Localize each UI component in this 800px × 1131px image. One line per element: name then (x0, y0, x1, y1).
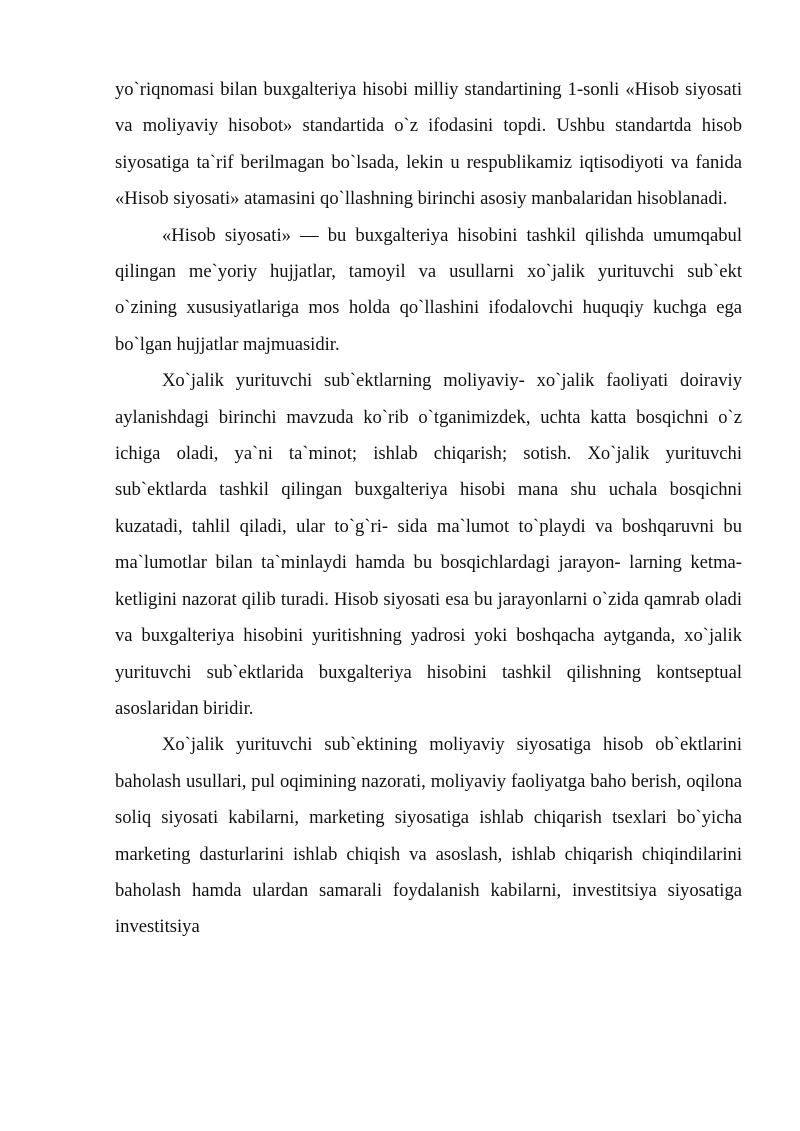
paragraph-business-cycle: Xo`jalik yurituvchi sub`ektlarning moliyaviy- xo`jalik faoliyati doiraviy aylanishdagi birinchi mavzuda ko`rib o`tganimizdek, uchta katta bosqichni o`z ichiga oladi, ya`ni ta`minot; ishlab chiqarish; sotish. Xo`jalik yurituvchi sub`ektlarda tashkil qilingan buxgalteriya hisobi mana shu uchala bosqichni kuzatadi, tahlil qiladi, ular to`g`ri- sida ma`lumot to`playdi va boshqaruvni bu ma`lumotlar bilan ta`minlaydi hamda bu bosqichlardagi jarayon- larning ketma-ketligini nazorat qilib turadi. Hisob siyosati esa bu jarayonlarni o`zida qamrab oladi va buxgalteriya hisobini yuritishning yadrosi yoki boshqacha aytganda, xo`jalik yurituvchi sub`ektlarida buxgalteriya hisobini tashkil qilishning kontseptual asoslaridan biridir. (115, 370, 742, 719)
paragraph-continuation: yo`riqnomasi bilan buxgalteriya hisobi milliy standartining 1-sonli «Hisob siyosati va moliyaviy hisobot» standartida o`z ifodasini topdi. Ushbu standartda hisob siyosatiga ta`rif berilmagan bo`lsada, lekin u respublikamiz iqtisodiyoti va fanida «Hisob siyosati» atamasini qo`llashning birinchi asosiy manbalaridan hisoblanadi. (115, 79, 742, 210)
paragraph-financial-policy: Xo`jalik yurituvchi sub`ektining moliyaviy siyosatiga hisob ob`ektlarini baholash usullari, pul oqimining nazorati, moliyaviy faoliyatga baho berish, oqilona soliq siyosati kabilarni, marketing siyosatiga ishlab chiqarish tsexlari bo`yicha marketing dasturlarini ishlab chiqish va asoslash, ishlab chiqarish chiqindilarini baholash hamda ulardan samarali foydalanish kabilarni, investitsiya siyosatiga investitsiya (115, 734, 742, 938)
paragraph-hisob-siyosati-definition: «Hisob siyosati» — bu buxgalteriya hisobini tashkil qilishda umumqabul qilingan me`yoriy hujjatlar, tamoyil va usullarni xo`jalik yurituvchi sub`ekt o`zining xususiyatlariga mos holda qo`llashini ifodalovchi huquqiy kuchga ega bo`lgan hujjatlar majmuasidir. (115, 224, 742, 355)
document-page (115, 72, 742, 946)
